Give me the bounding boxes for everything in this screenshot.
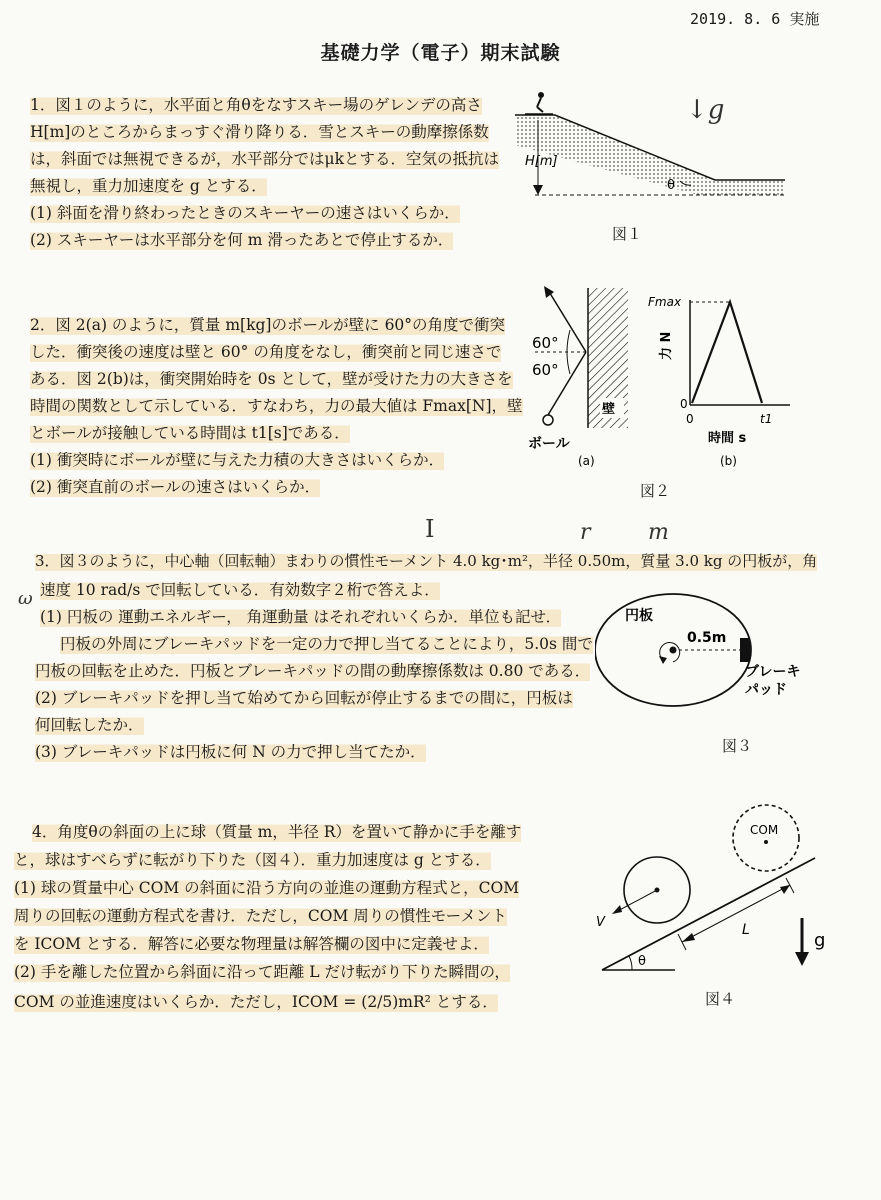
handwritten-omega-note: ω [18, 588, 33, 609]
subfig-b-label: (b) [720, 454, 737, 468]
q4-line: (2) 手を離した位置から斜面に沿って距離 L だけ転がり下りた瞬間の， [14, 960, 510, 982]
q3-line: 円板の回転を止めた．円板とブレーキパッドの間の動摩擦係数は 0.80 である． [35, 659, 590, 681]
q3-line: 何回転したか． [35, 713, 144, 735]
q1-line: H[m]のところからまっすぐ滑り降りる．雪とスキーの動摩擦係数 [30, 120, 489, 142]
radius-label: 0.5m [687, 630, 727, 646]
exam-title: 基礎力学（電子）期末試験 [320, 42, 561, 64]
figure-1 [505, 85, 795, 245]
handwritten-I-note: I [425, 515, 435, 543]
q1-line: (1) 斜面を滑り終わったときのスキーヤーの速さはいくらか． [30, 201, 460, 223]
pad-label-line2: パッド [745, 682, 787, 698]
angle-label: θ [667, 178, 675, 193]
ball-label: ボール [528, 436, 570, 452]
q3-line: 3．図３のように，中心軸（回転軸）まわりの慣性モーメント 4.0 kg･m²，半径 0.50m，質量 3.0 kg の円板が，角 [35, 552, 818, 570]
figure-3-caption: 図３ [722, 737, 753, 755]
figure-4 [590, 800, 850, 980]
pad-label-line1: ブレーキ [745, 664, 801, 680]
figure-2 [520, 280, 810, 480]
gravity-label: g [814, 930, 826, 951]
q4-line: と，球はすべらずに転がり下りた（図４）．重力加速度は g とする． [14, 848, 491, 870]
angle-bottom-label: 60° [532, 361, 559, 379]
velocity-label: V [596, 915, 605, 930]
handwritten-r-note: r [580, 520, 591, 545]
fmax-label: Fmax [648, 295, 682, 309]
skier-icon [525, 92, 553, 114]
q2-line: 時間の関数として示している．すなわち，力の最大値は Fmax[N]，壁 [30, 394, 523, 416]
distance-label: L [742, 922, 750, 938]
q3-line: (1) 円板の 運動エネルギー， 角運動量 はそれぞれいくらか．単位も記せ． [40, 605, 561, 627]
exam-date: 2019. 8. 6 実施 [690, 10, 820, 28]
q1-line: 無視し，重力加速度を g とする． [30, 174, 267, 196]
rolling-ball-diagram [590, 800, 850, 980]
q2-line: ある．図 2(b)は，衝突開始時を 0s として，壁が受けた力の大きさを [30, 367, 513, 389]
incline-angle-label: θ [638, 954, 646, 969]
handwritten-g-note: ↓g [686, 95, 725, 125]
q1-line: 1．図１のように，水平面と角θをなすスキー場のゲレンデの高さ [30, 93, 482, 115]
q2-line: 2．図 2(a) のように，質量 m[kg]のボールが壁に 60°の角度で衝突 [30, 313, 505, 335]
t1-label: t1 [760, 412, 773, 426]
origin-y-label: 0 [680, 397, 688, 411]
q2-line: した．衝突後の速度は壁と 60° の角度をなし，衝突前と同じ速さで [30, 340, 501, 362]
q3-line: 円板の外周にブレーキパッドを一定の力で押し当てることにより，5.0s 間で [60, 632, 593, 654]
q4-line: COM の並進速度はいくらか．ただし，ICOM = (2/5)mR² とする． [14, 990, 498, 1012]
y-axis-label: 力 N [659, 331, 674, 360]
q4-line: を ICOM とする．解答に必要な物理量は解答欄の図中に定義せよ． [14, 932, 489, 954]
height-label: H[m] [525, 154, 558, 169]
figure-1-caption: 図１ [612, 225, 643, 243]
subfig-a-label: (a) [578, 454, 595, 468]
ball-wall-diagram [520, 280, 810, 480]
q4-line: 4．角度θの斜面の上に球（質量 m，半径 R）を置いて静かに手を離す [32, 820, 521, 842]
q3-line: (3) ブレーキパッドは円板に何 N の力で押し当てたか． [35, 740, 426, 762]
q1-line: は，斜面では無視できるが，水平部分ではμkとする．空気の抵抗は [30, 147, 499, 169]
wall-label: 壁 [602, 402, 616, 417]
com-label: COM [750, 823, 779, 837]
figure-4-caption: 図４ [705, 990, 736, 1008]
disk-label: 円板 [625, 608, 653, 624]
disk-brake-diagram [595, 590, 845, 740]
figure-2-caption: 図２ [640, 482, 671, 500]
q2-line: (1) 衝突時にボールが壁に与えた力積の大きさはいくらか． [30, 448, 444, 470]
q4-line: (1) 球の質量中心 COM の斜面に沿う方向の並進の運動方程式と，COM [14, 876, 519, 898]
origin-x-label: 0 [686, 412, 694, 426]
x-axis-label: 時間 s [708, 431, 747, 446]
q2-line: (2) 衝突直前のボールの速さはいくらか． [30, 475, 320, 497]
ski-slope-diagram [505, 85, 795, 245]
figure-3 [595, 590, 845, 740]
q3-line: 速度 10 rad/s で回転している．有効数字２桁で答えよ． [40, 578, 440, 600]
q2-line: とボールが接触している時間は t1[s]である． [30, 421, 350, 443]
q3-line: (2) ブレーキパッドを押し当て始めてから回転が停止するまでの間に，円板は [35, 686, 573, 708]
handwritten-m-note: m [648, 520, 669, 545]
q1-line: (2) スキーヤーは水平部分を何 m 滑ったあとで停止するか． [30, 228, 453, 250]
q4-line: 周りの回転の運動方程式を書け．ただし，COM 周りの慣性モーメント [14, 904, 507, 926]
angle-top-label: 60° [532, 334, 559, 352]
